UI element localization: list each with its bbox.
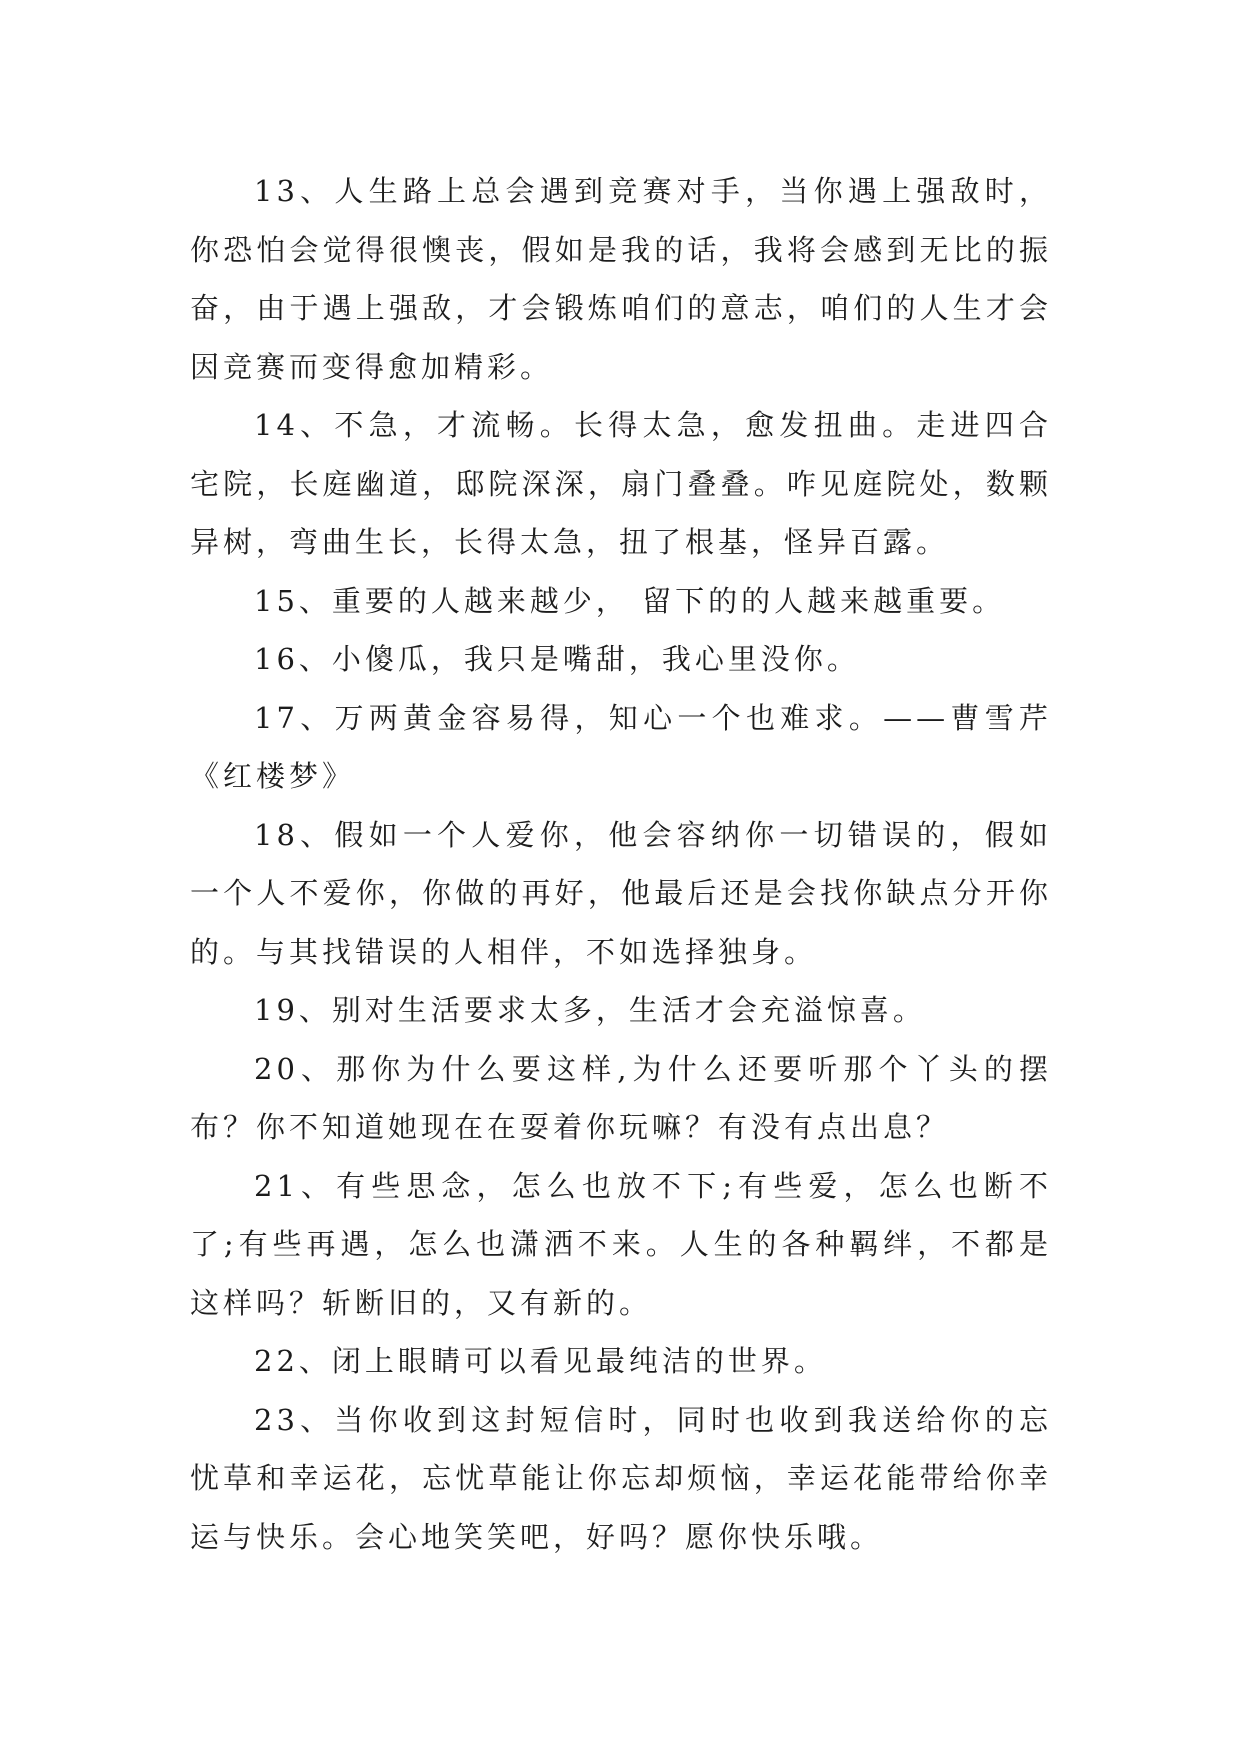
paragraph-23: 23、当你收到这封短信时，同时也收到我送给你的忘忧草和幸运花，忘忧草能让你忘却烦恼，幸运花能带给你幸运与快乐。会心地笑笑吧，好吗？愿你快乐哦。 bbox=[190, 1402, 1052, 1554]
paragraph-16: 16、小傻瓜，我只是嘴甜，我心里没你。 bbox=[254, 642, 860, 676]
paragraph-22: 22、闭上眼睛可以看见最纯洁的世界。 bbox=[254, 1344, 827, 1378]
paragraph-14: 14、不急，才流畅。长得太急，愈发扭曲。走进四合宅院，长庭幽道，邸院深深，扇门叠叠。咋见庭院处，数颗异树，弯曲生长，长得太急，扭了根基，怪异百露。 bbox=[190, 408, 1052, 559]
paragraph-19: 19、别对生活要求太多，生活才会充溢惊喜。 bbox=[254, 993, 926, 1027]
document-body bbox=[190, 162, 1052, 1566]
paragraph-21: 21、有些思念，怎么也放不下;有些爱，怎么也断不了;有些再遇，怎么也潇洒不来。人生的各种羁绊，不都是这样吗？斩断旧的，又有新的。 bbox=[190, 1168, 1052, 1320]
paragraph-20: 20、那你为什么要这样,为什么还要听那个丫头的摆布？你不知道她现在在耍着你玩嘛？有没有点出息？ bbox=[190, 1051, 1052, 1144]
paragraph-13: 13、人生路上总会遇到竞赛对手，当你遇上强敌时，你恐怕会觉得很懊丧，假如是我的话，我将会感到无比的振奋，由于遇上强敌，才会锻炼咱们的意志，咱们的人生才会因竞赛而变得愈加精彩。 bbox=[190, 174, 1052, 384]
paragraph-18: 18、假如一个人爱你，他会容纳你一切错误的，假如一个人不爱你，你做的再好，他最后还是会找你缺点分开你的。与其找错误的人相伴，不如选择独身。 bbox=[190, 817, 1052, 969]
paragraph-17: 17、万两黄金容易得，知心一个也难求。——曹雪芹《红楼梦》 bbox=[190, 700, 1052, 793]
paragraph-15: 15、重要的人越来越少， 留下的的人越来越重要。 bbox=[254, 583, 1006, 618]
